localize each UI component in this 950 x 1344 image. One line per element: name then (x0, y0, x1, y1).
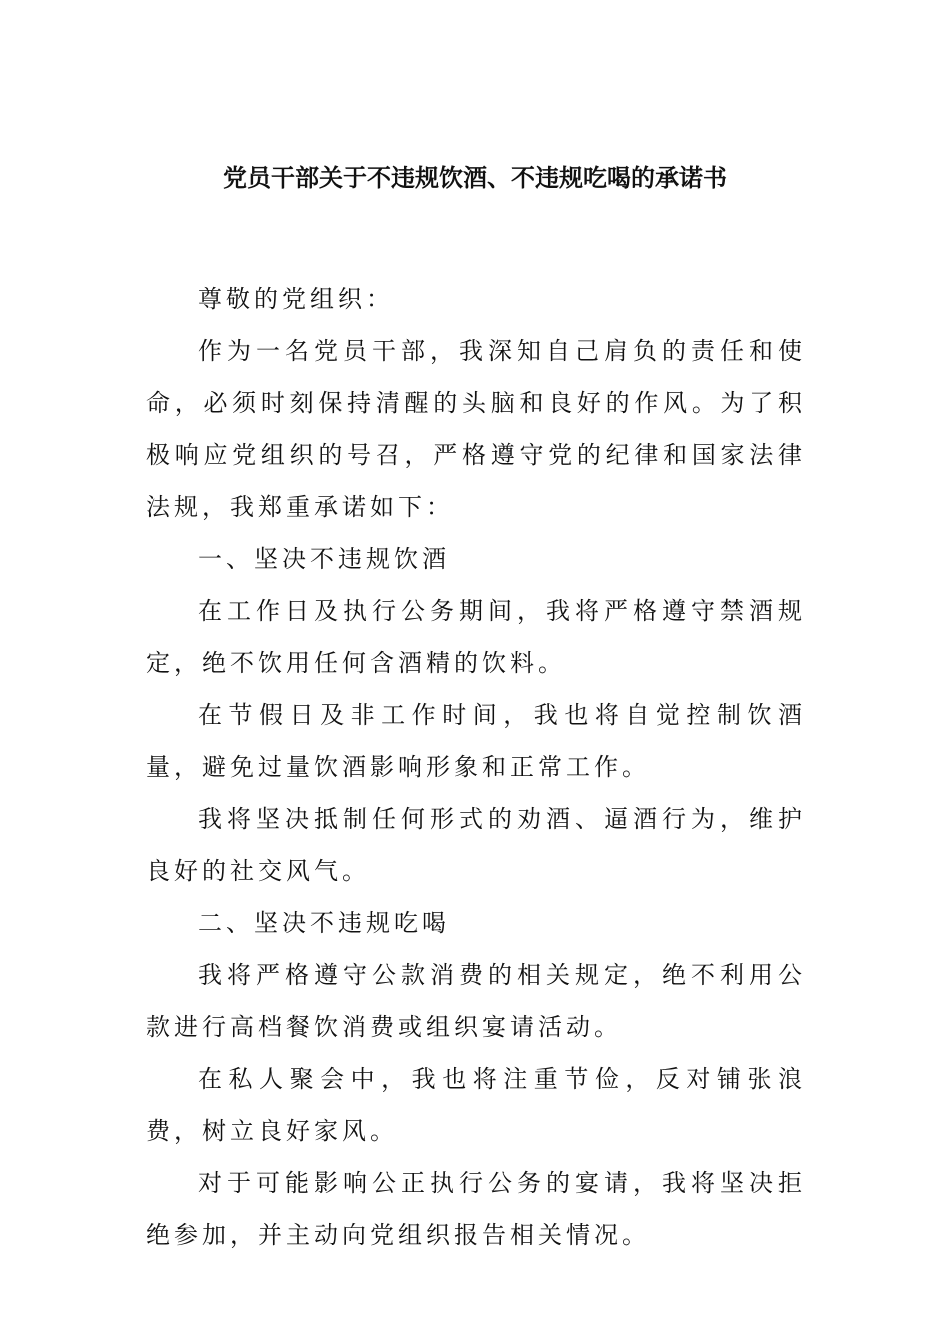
document-body (146, 273, 806, 1261)
paragraph: 在节假日及非工作时间，我也将自觉控制饮酒量，避免过量饮酒影响形象和正常工作。 (146, 701, 806, 781)
document-title: 党员干部关于不违规饮酒、不违规吃喝的承诺书 (223, 163, 727, 192)
paragraph: 在私人聚会中，我也将注重节俭，反对铺张浪费，树立良好家风。 (146, 1065, 806, 1145)
paragraph: 在工作日及执行公务期间，我将严格遵守禁酒规定，绝不饮用任何含酒精的饮料。 (146, 597, 806, 677)
section-heading-2: 二、坚决不违规吃喝 (198, 909, 450, 937)
paragraph-intro: 作为一名党员干部，我深知自己肩负的责任和使命，必须时刻保持清醒的头脑和良好的作风。为了积极响应党组织的号召，严格遵守党的纪律和国家法律法规，我郑重承诺如下： (146, 337, 806, 521)
paragraph: 对于可能影响公正执行公务的宴请，我将坚决拒绝参加，并主动向党组织报告相关情况。 (146, 1169, 806, 1249)
paragraph: 我将严格遵守公款消费的相关规定，绝不利用公款进行高档餐饮消费或组织宴请活动。 (146, 961, 806, 1041)
section-heading-1: 一、坚决不违规饮酒 (198, 545, 450, 573)
paragraph: 我将坚决抵制任何形式的劝酒、逼酒行为，维护良好的社交风气。 (146, 805, 806, 885)
salutation: 尊敬的党组织： (198, 285, 394, 313)
